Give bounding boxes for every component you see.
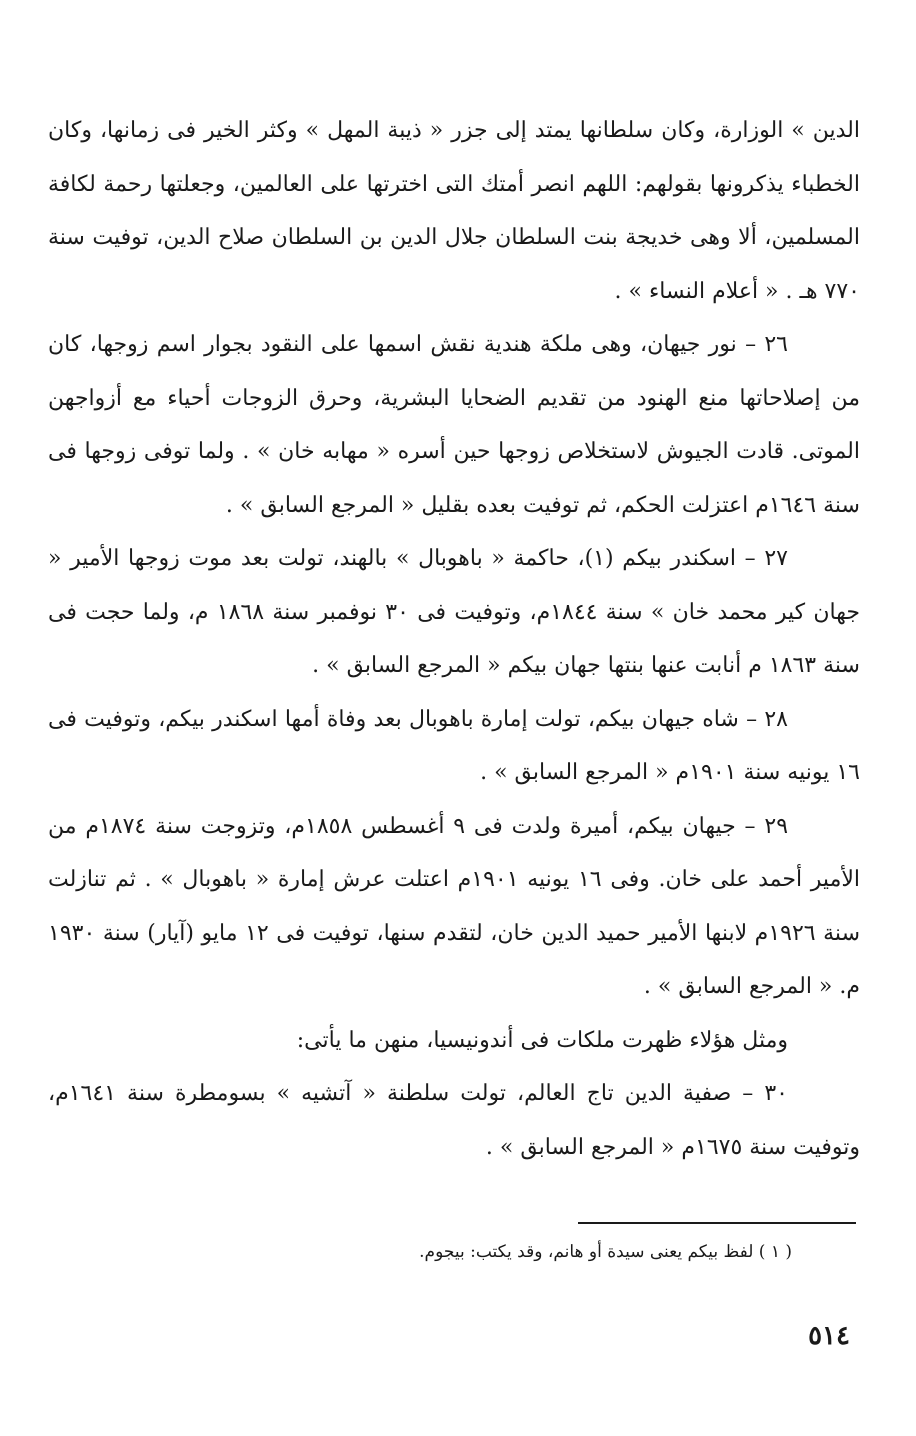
footnote: ( ١ ) لفظ بيكم يعنى سيدة أو هانم، وقد يكتب: بيجوم. [419, 1242, 792, 1262]
paragraph-continuation: الدين » الوزارة، وكان سلطانها يمتد إلى جزر « ذيبة المهل » وكثر الخير فى زمانها، وكان الخطباء يذكرونها بقولهم: اللهم انصر أمتك التى اخترتها على العالمين، وجعلتها رحمة لكافة المسلمين، ألا وهى خديجة بنت السلطان جلال الدين بن السلطان صلاح الدين، توفيت سنة ٧٧٠ هـ . « أعلام النساء » . [48, 118, 860, 304]
page-number: ٥١٤ [808, 1321, 850, 1351]
main-text [48, 104, 860, 1174]
paragraph-item-26: ٢٦ – نور جيهان، وهى ملكة هندية نقش اسمها على النقود بجوار اسم زوجها، كان من إصلاحاتها منع الهنود من تقديم الضحايا البشرية، وحرق الزوجات أحياء مع أزواجهن الموتى. قادت الجيوش لاستخلاص زوجها حين أسره « مهابه خان » . ولما توفى زوجها فى سنة ١٦٤٦م اعتزلت الحكم، ثم توفيت بعده بقليل « المرجع السابق » . [48, 332, 860, 518]
footnote-divider [578, 1222, 856, 1224]
paragraph-item-29: ٢٩ – جيهان بيكم، أميرة ولدت فى ٩ أغسطس ١٨٥٨م، وتزوجت سنة ١٨٧٤م من الأمير أحمد على خان. وفى ١٦ يونيه ١٩٠١م اعتلت عرش إمارة « باهوبال » . ثم تنازلت سنة ١٩٢٦م لابنها الأمير حميد الدين خان، لتقدم سنها، توفيت فى ١٢ مايو (آيار) سنة ١٩٣٠ م. « المرجع السابق » . [48, 813, 861, 999]
paragraph-item-28: ٢٨ – شاه جيهان بيكم، تولت إمارة باهوبال بعد وفاة أمها اسكندر بيكم، وتوفيت فى ١٦ يونيه سنة ١٩٠١م « المرجع السابق » . [48, 706, 860, 785]
paragraph-intro-indonesia: ومثل هؤلاء ظهرت ملكات فى أندونيسيا، منهن ما يأتى: [296, 1027, 788, 1053]
paragraph-item-27: ٢٧ – اسكندر بيكم (١)، حاكمة « باهوبال » بالهند، تولت بعد موت زوجها الأمير « جهان كير محمد خان » سنة ١٨٤٤م، وتوفيت فى ٣٠ نوفمبر سنة ١٨٦٨ م، ولما حجت فى سنة ١٨٦٣ م أنابت عنها بنتها جهان بيكم « المرجع السابق » . [48, 546, 860, 678]
paragraph-item-30: ٣٠ – صفية الدين تاج العالم، تولت سلطنة « آتشيه » بسومطرة سنة ١٦٤١م، وتوفيت سنة ١٦٧٥م « المرجع السابق » . [48, 1081, 860, 1160]
